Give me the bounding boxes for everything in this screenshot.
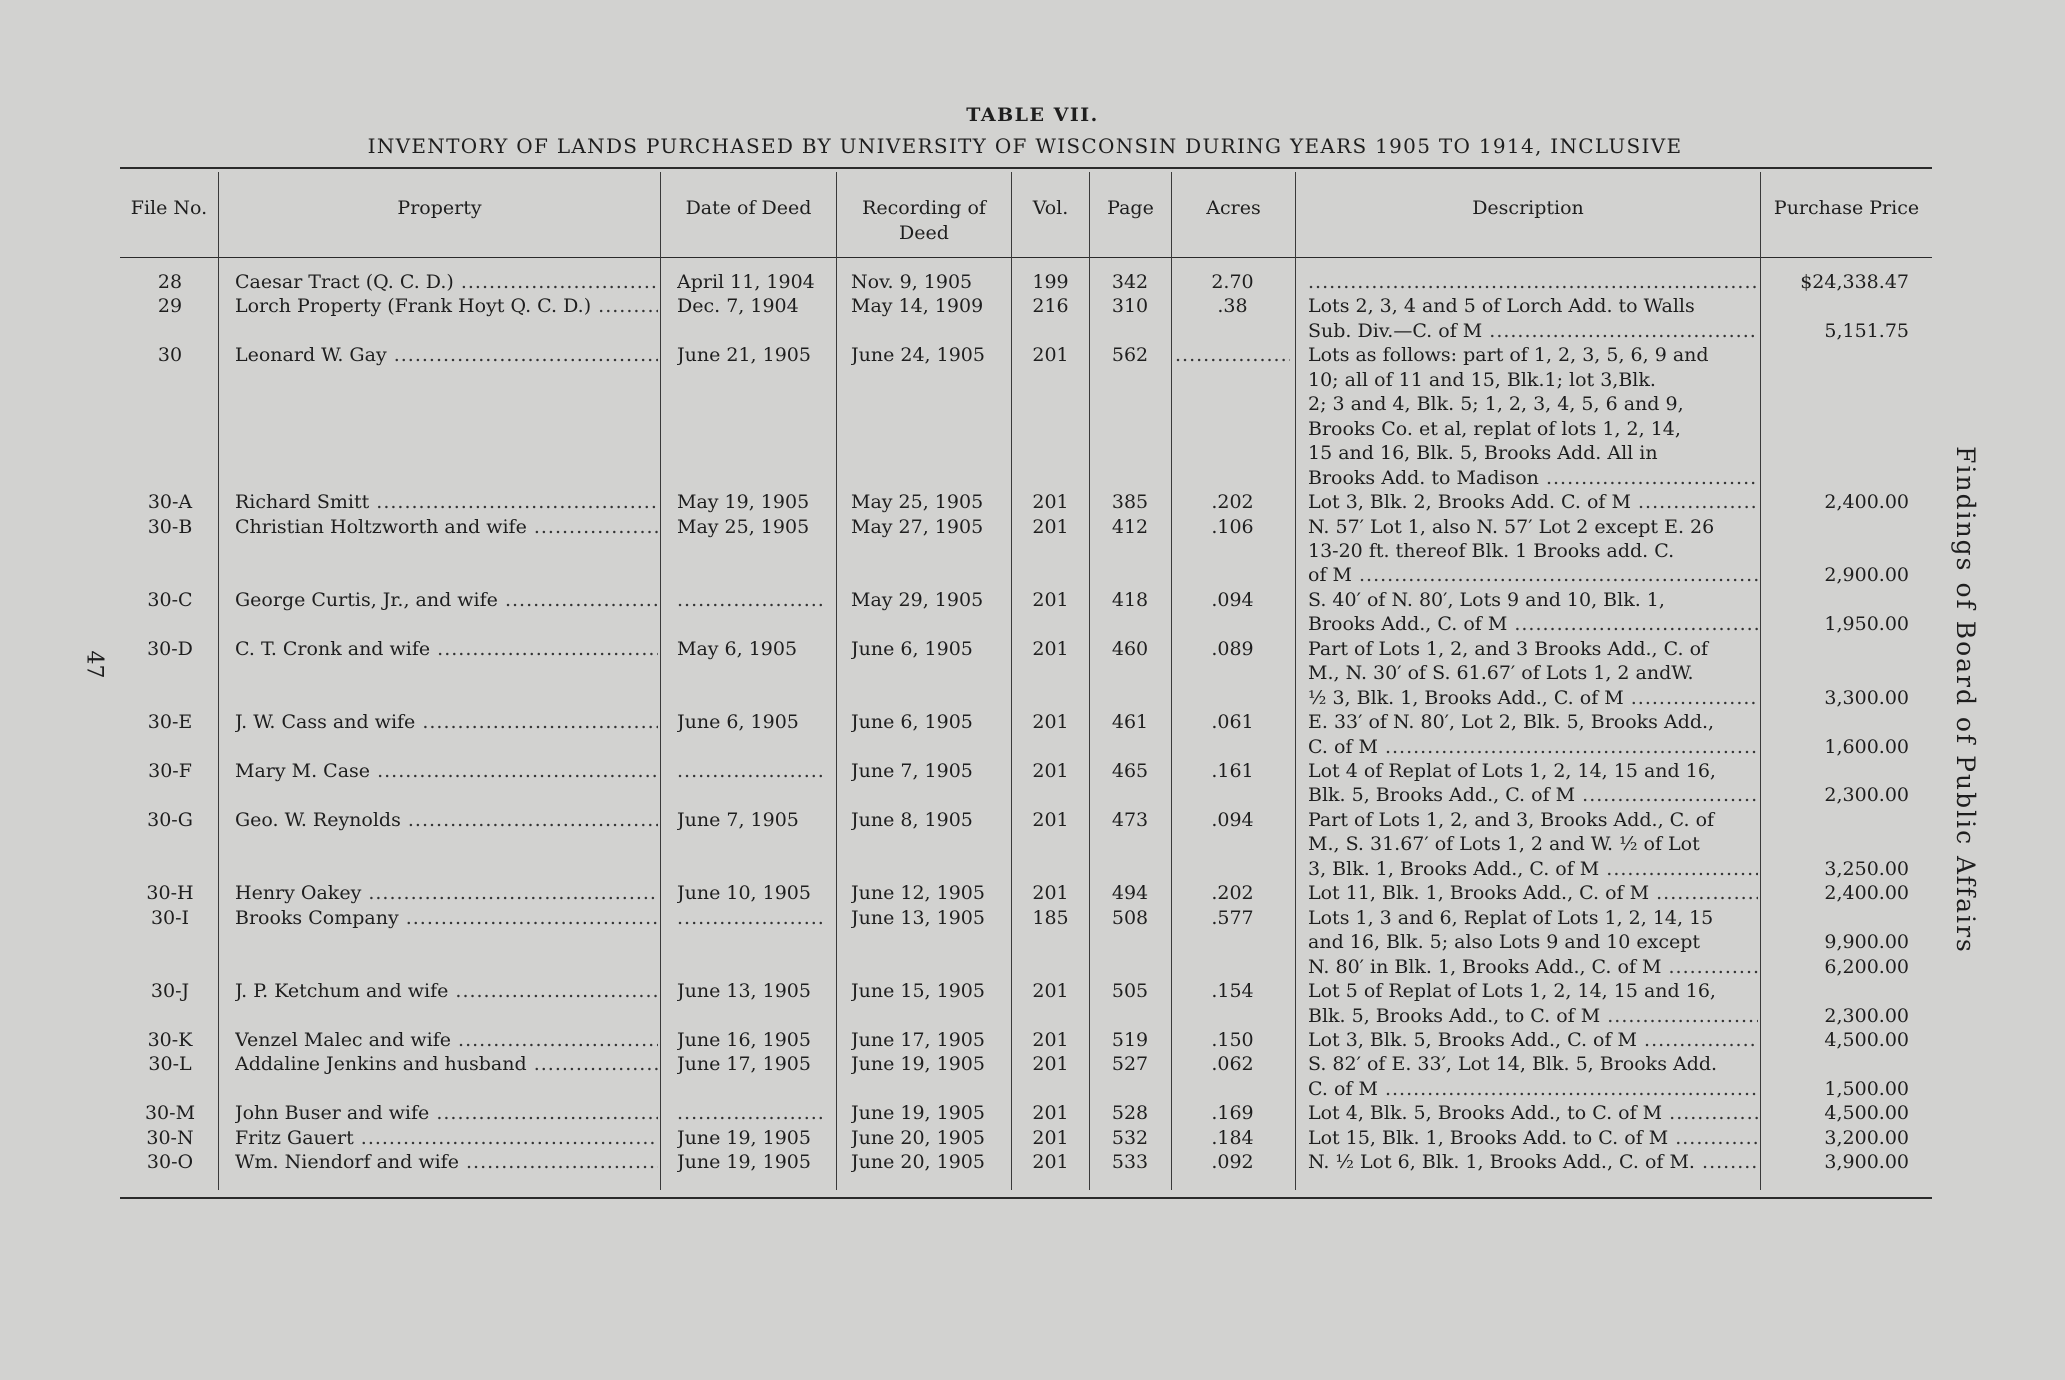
- table-row: [0, 832, 2065, 856]
- purchase-price-cell: 3,200.00: [1824, 1127, 1909, 1149]
- volume-cell: 201: [1032, 711, 1069, 733]
- description-cell: C. of M .....: [1308, 1077, 1758, 1101]
- header-date-of-deed: Date of Deed: [685, 197, 812, 219]
- table-row: [0, 686, 2065, 710]
- file-no-cell: 30-C: [147, 589, 193, 611]
- date-of-deed-cell: June 13, 1905: [677, 980, 811, 1002]
- header-property: Property: [397, 197, 482, 219]
- property-cell: Addaline Jenkins and husband .....: [235, 1052, 658, 1076]
- description-cell: S. 82′ of E. 33′, Lot 14, Blk. 5, Brooks Add.: [1308, 1053, 1718, 1075]
- recording-date-cell: June 20, 1905: [851, 1127, 985, 1149]
- description-cell: ½ 3, Blk. 1, Brooks Add., C. of M .....: [1308, 686, 1758, 710]
- volume-cell: 199: [1032, 271, 1069, 293]
- description-cell: Brooks Co. et al, replat of lots 1, 2, 14,: [1308, 418, 1681, 440]
- file-no-cell: 30-L: [148, 1053, 192, 1075]
- description-cell: Lots as follows: part of 1, 2, 3, 5, 6, 9 and: [1308, 344, 1709, 366]
- table-row: [0, 637, 2065, 661]
- table-row: [0, 1077, 2065, 1101]
- description-cell: Lot 4, Blk. 5, Brooks Add., to C. of M .....: [1308, 1101, 1758, 1125]
- table-row: [0, 661, 2065, 685]
- property-cell: Brooks Company .....: [235, 906, 658, 930]
- description-cell: Lot 3, Blk. 2, Brooks Add. C. of M .....: [1308, 490, 1758, 514]
- recording-date-cell: June 8, 1905: [851, 809, 973, 831]
- header-file-no: File No.: [130, 197, 208, 219]
- property-cell: Wm. Niendorf and wife .....: [235, 1150, 658, 1174]
- description-cell: Lot 3, Blk. 5, Brooks Add., C. of M .....: [1308, 1028, 1758, 1052]
- table-row: [0, 392, 2065, 416]
- page-cell: 505: [1111, 980, 1149, 1002]
- volume-cell: 201: [1032, 809, 1069, 831]
- date-of-deed-cell: May 25, 1905: [677, 516, 810, 538]
- date-of-deed-cell: June 17, 1905: [677, 1053, 811, 1075]
- date-of-deed-cell: June 10, 1905: [677, 882, 811, 904]
- page-cell: 418: [1111, 589, 1149, 611]
- purchase-price-cell: 6,200.00: [1824, 956, 1909, 978]
- volume-cell: 201: [1032, 882, 1069, 904]
- table-row: [0, 417, 2065, 441]
- acres-cell: .577: [1211, 907, 1254, 929]
- recording-date-cell: Nov. 9, 1905: [851, 271, 973, 293]
- page-cell: 412: [1111, 516, 1149, 538]
- file-no-cell: 30-J: [150, 980, 190, 1002]
- date-of-deed-cell: [677, 906, 822, 930]
- date-of-deed-cell: [677, 759, 822, 783]
- file-no-cell: 30-M: [144, 1102, 196, 1124]
- table-row: [0, 343, 2065, 367]
- purchase-price-cell: 2,400.00: [1824, 491, 1909, 513]
- description-cell: of M .....: [1308, 563, 1758, 587]
- property-cell: Leonard W. Gay .....: [235, 343, 658, 367]
- volume-cell: 201: [1032, 760, 1069, 782]
- purchase-price-cell: 2,900.00: [1824, 564, 1909, 586]
- table-row: [0, 1101, 2065, 1125]
- date-of-deed-cell: [677, 1101, 822, 1125]
- acres-cell: .106: [1211, 516, 1254, 538]
- recording-date-cell: May 29, 1905: [851, 589, 984, 611]
- date-of-deed-cell: June 6, 1905: [677, 711, 799, 733]
- header-rule: [120, 257, 1932, 258]
- table-row: [0, 1126, 2065, 1150]
- description-cell: N. ½ Lot 6, Blk. 1, Brooks Add., C. of M. .....: [1308, 1150, 1758, 1174]
- recording-date-cell: May 25, 1905: [851, 491, 984, 513]
- description-cell: [1308, 270, 1758, 294]
- table-title: TABLE VII.: [966, 104, 1099, 126]
- date-of-deed-cell: June 19, 1905: [677, 1127, 811, 1149]
- page-cell: 460: [1111, 638, 1149, 660]
- volume-cell: 201: [1032, 980, 1069, 1002]
- acres-cell: .061: [1211, 711, 1254, 733]
- table-row: [0, 441, 2065, 465]
- property-cell: Caesar Tract (Q. C. D.) .....: [235, 270, 658, 294]
- purchase-price-cell: 2,300.00: [1824, 1005, 1909, 1027]
- page-cell: 342: [1111, 271, 1149, 293]
- page-cell: 310: [1111, 295, 1149, 317]
- table-row: [0, 783, 2065, 807]
- description-cell: Blk. 5, Brooks Add., to C. of M .....: [1308, 1004, 1758, 1028]
- page-number: 47: [81, 650, 107, 679]
- page-cell: 528: [1111, 1102, 1149, 1124]
- description-cell: 13-20 ft. thereof Blk. 1 Brooks add. C.: [1308, 540, 1675, 562]
- volume-cell: 201: [1032, 516, 1069, 538]
- description-cell: 15 and 16, Blk. 5, Brooks Add. All in: [1308, 442, 1658, 464]
- file-no-cell: 29: [157, 295, 183, 317]
- property-cell: Mary M. Case .....: [235, 759, 658, 783]
- file-no-cell: 30-H: [146, 882, 194, 904]
- date-of-deed-cell: June 16, 1905: [677, 1029, 811, 1051]
- volume-cell: 216: [1032, 295, 1069, 317]
- file-no-cell: 30-E: [147, 711, 193, 733]
- acres-cell: .094: [1211, 589, 1254, 611]
- acres-cell: .202: [1211, 882, 1254, 904]
- property-cell: George Curtis, Jr., and wife .....: [235, 588, 658, 612]
- page-cell: 519: [1111, 1029, 1149, 1051]
- description-cell: C. of M .....: [1308, 735, 1758, 759]
- date-of-deed-cell: June 21, 1905: [677, 344, 811, 366]
- recording-date-cell: June 13, 1905: [851, 907, 985, 929]
- date-of-deed-cell: Dec. 7, 1904: [677, 295, 799, 317]
- property-cell: J. W. Cass and wife .....: [235, 710, 658, 734]
- file-no-cell: 30-G: [147, 809, 193, 831]
- bottom-rule: [120, 1197, 1932, 1199]
- recording-date-cell: June 19, 1905: [851, 1102, 985, 1124]
- volume-cell: 201: [1032, 344, 1069, 366]
- recording-date-cell: June 6, 1905: [851, 638, 973, 660]
- file-no-cell: 30-N: [146, 1127, 194, 1149]
- header-recording-line-1: Recording of: [862, 197, 986, 219]
- table-row: [0, 515, 2065, 539]
- page-cell: 527: [1111, 1053, 1149, 1075]
- purchase-price-cell: 5,151.75: [1824, 320, 1909, 342]
- file-no-cell: 30-B: [147, 516, 193, 538]
- table-row: [0, 857, 2065, 881]
- recording-date-cell: June 19, 1905: [851, 1053, 985, 1075]
- file-no-cell: 30: [157, 344, 183, 366]
- date-of-deed-cell: May 6, 1905: [677, 638, 798, 660]
- property-cell: Christian Holtzworth and wife .....: [235, 515, 658, 539]
- file-no-cell: 30-A: [147, 491, 193, 513]
- description-cell: Lot 4 of Replat of Lots 1, 2, 14, 15 and 16,: [1308, 760, 1716, 782]
- description-cell: M., S. 31.67′ of Lots 1, 2 and W. ½ of Lot: [1308, 833, 1700, 855]
- header-recording-of-deed: [837, 196, 1011, 246]
- table-row: [0, 1004, 2065, 1028]
- table-row: [0, 955, 2065, 979]
- description-cell: Lot 15, Blk. 1, Brooks Add. to C. of M .....: [1308, 1126, 1758, 1150]
- file-no-cell: 30-K: [147, 1029, 193, 1051]
- date-of-deed-cell: June 19, 1905: [677, 1151, 811, 1173]
- table-row: [0, 881, 2065, 905]
- table-row: [0, 1150, 2065, 1174]
- file-no-cell: 28: [157, 271, 183, 293]
- acres-cell: .154: [1211, 980, 1254, 1002]
- description-cell: 3, Blk. 1, Brooks Add., C. of M .....: [1308, 857, 1758, 881]
- volume-cell: 201: [1032, 589, 1069, 611]
- volume-cell: 201: [1032, 1053, 1069, 1075]
- table-row: [0, 1052, 2065, 1076]
- file-no-cell: 30-F: [148, 760, 192, 782]
- date-of-deed-cell: April 11, 1904: [677, 271, 815, 293]
- table-subtitle: INVENTORY OF LANDS PURCHASED BY UNIVERSITY OF WISCONSIN DURING YEARS 1905 TO 1914, INCLUSIVE: [367, 134, 1683, 158]
- table-row: [0, 710, 2065, 734]
- page-cell: 562: [1111, 344, 1149, 366]
- acres-cell: .092: [1211, 1151, 1254, 1173]
- property-cell: J. P. Ketchum and wife .....: [235, 979, 658, 1003]
- property-cell: Lorch Property (Frank Hoyt Q. C. D.) .....: [235, 294, 658, 318]
- recording-date-cell: June 6, 1905: [851, 711, 973, 733]
- recording-date-cell: June 12, 1905: [851, 882, 985, 904]
- description-cell: N. 80′ in Blk. 1, Brooks Add., C. of M .....: [1308, 955, 1758, 979]
- property-cell: Fritz Gauert .....: [235, 1126, 658, 1150]
- volume-cell: 201: [1032, 1102, 1069, 1124]
- description-cell: S. 40′ of N. 80′, Lots 9 and 10, Blk. 1,: [1308, 589, 1665, 611]
- recording-date-cell: June 7, 1905: [851, 760, 973, 782]
- table-row: [0, 368, 2065, 392]
- acres-cell: 2.70: [1211, 271, 1254, 293]
- property-cell: Henry Oakey .....: [235, 881, 658, 905]
- table-row: [0, 466, 2065, 490]
- acres-cell: .184: [1211, 1127, 1254, 1149]
- purchase-price-cell: 3,250.00: [1824, 858, 1909, 880]
- table-row: [0, 1028, 2065, 1052]
- recording-date-cell: May 14, 1909: [851, 295, 984, 317]
- page-cell: 465: [1111, 760, 1149, 782]
- table-row: [0, 808, 2065, 832]
- description-cell: and 16, Blk. 5; also Lots 9 and 10 except: [1308, 931, 1701, 953]
- header-page: Page: [1107, 197, 1154, 219]
- volume-cell: 201: [1032, 1029, 1069, 1051]
- recording-date-cell: June 15, 1905: [851, 980, 985, 1002]
- property-cell: Geo. W. Reynolds .....: [235, 808, 658, 832]
- description-cell: M., N. 30′ of S. 61.67′ of Lots 1, 2 andW.: [1308, 662, 1694, 684]
- acres-cell: [1175, 343, 1290, 367]
- purchase-price-cell: 2,300.00: [1824, 784, 1909, 806]
- property-cell: C. T. Cronk and wife .....: [235, 637, 658, 661]
- volume-cell: 201: [1032, 1127, 1069, 1149]
- description-cell: 10; all of 11 and 15, Blk.1; lot 3,Blk.: [1308, 369, 1656, 391]
- table-row: [0, 979, 2065, 1003]
- page-cell: 461: [1111, 711, 1149, 733]
- recording-date-cell: June 20, 1905: [851, 1151, 985, 1173]
- recording-date-cell: June 24, 1905: [851, 344, 985, 366]
- header-description: Description: [1472, 197, 1584, 219]
- property-cell: Richard Smitt .....: [235, 490, 658, 514]
- page-cell: 494: [1111, 882, 1149, 904]
- table-row: [0, 270, 2065, 294]
- purchase-price-cell: 3,900.00: [1824, 1151, 1909, 1173]
- date-of-deed-cell: June 7, 1905: [677, 809, 799, 831]
- table-row: [0, 930, 2065, 954]
- side-caption: Findings of Board of Public Affairs: [1951, 446, 1980, 954]
- date-of-deed-cell: [677, 588, 822, 612]
- page-cell: 533: [1111, 1151, 1149, 1173]
- volume-cell: 185: [1032, 907, 1069, 929]
- description-cell: Part of Lots 1, 2, and 3, Brooks Add., C. of: [1308, 809, 1715, 831]
- acres-cell: .202: [1211, 491, 1254, 513]
- acres-cell: .150: [1211, 1029, 1254, 1051]
- top-rule: [120, 167, 1932, 169]
- file-no-cell: 30-I: [150, 907, 190, 929]
- purchase-price-cell: 9,900.00: [1824, 931, 1909, 953]
- table-row: [0, 319, 2065, 343]
- description-cell: Brooks Add. to Madison .....: [1308, 466, 1758, 490]
- description-cell: E. 33′ of N. 80′, Lot 2, Blk. 5, Brooks Add.,: [1308, 711, 1715, 733]
- page-cell: 473: [1111, 809, 1149, 831]
- acres-cell: .38: [1217, 295, 1248, 317]
- description-cell: Blk. 5, Brooks Add., C. of M .....: [1308, 783, 1758, 807]
- purchase-price-cell: 4,500.00: [1824, 1102, 1909, 1124]
- file-no-cell: 30-O: [146, 1151, 194, 1173]
- purchase-price-cell: 1,950.00: [1824, 613, 1909, 635]
- property-cell: Venzel Malec and wife .....: [235, 1028, 658, 1052]
- purchase-price-cell: 2,400.00: [1824, 882, 1909, 904]
- table-row: [0, 490, 2065, 514]
- table-row: [0, 612, 2065, 636]
- table-row: [0, 735, 2065, 759]
- table-row: [0, 906, 2065, 930]
- description-cell: Lot 5 of Replat of Lots 1, 2, 14, 15 and 16,: [1308, 980, 1716, 1002]
- table-row: [0, 294, 2065, 318]
- purchase-price-cell: 1,600.00: [1824, 736, 1909, 758]
- description-cell: Lot 11, Blk. 1, Brooks Add., C. of M .....: [1308, 881, 1758, 905]
- table-row: [0, 588, 2065, 612]
- property-cell: John Buser and wife .....: [235, 1101, 658, 1125]
- volume-cell: 201: [1032, 638, 1069, 660]
- table-row: [0, 563, 2065, 587]
- volume-cell: 201: [1032, 491, 1069, 513]
- table-row: [0, 759, 2065, 783]
- page-cell: 532: [1111, 1127, 1149, 1149]
- description-cell: N. 57′ Lot 1, also N. 57′ Lot 2 except E. 26: [1308, 516, 1715, 538]
- description-cell: Sub. Div.—C. of M .....: [1308, 319, 1758, 343]
- description-cell: Lots 2, 3, 4 and 5 of Lorch Add. to Walls: [1308, 295, 1695, 317]
- purchase-price-cell: $24,338.47: [1800, 271, 1909, 293]
- header-recording-line-2: Deed: [899, 222, 949, 244]
- file-no-cell: 30-D: [147, 638, 193, 660]
- description-cell: Brooks Add., C. of M .....: [1308, 612, 1758, 636]
- header-vol: Vol.: [1032, 197, 1069, 219]
- date-of-deed-cell: May 19, 1905: [677, 491, 810, 513]
- acres-cell: .062: [1211, 1053, 1254, 1075]
- recording-date-cell: June 17, 1905: [851, 1029, 985, 1051]
- page-cell: 385: [1111, 491, 1149, 513]
- purchase-price-cell: 4,500.00: [1824, 1029, 1909, 1051]
- description-cell: 2; 3 and 4, Blk. 5; 1, 2, 3, 4, 5, 6 and 9,: [1308, 393, 1684, 415]
- table-row: [0, 539, 2065, 563]
- acres-cell: .161: [1211, 760, 1254, 782]
- page-cell: 508: [1111, 907, 1149, 929]
- header-purchase-price: Purchase Price: [1773, 197, 1920, 219]
- description-cell: Lots 1, 3 and 6, Replat of Lots 1, 2, 14, 15: [1308, 907, 1714, 929]
- purchase-price-cell: 1,500.00: [1824, 1078, 1909, 1100]
- acres-cell: .089: [1211, 638, 1254, 660]
- acres-cell: .169: [1211, 1102, 1254, 1124]
- acres-cell: .094: [1211, 809, 1254, 831]
- description-cell: Part of Lots 1, 2, and 3 Brooks Add., C. of: [1308, 638, 1709, 660]
- purchase-price-cell: 3,300.00: [1824, 687, 1909, 709]
- recording-date-cell: May 27, 1905: [851, 516, 984, 538]
- header-acres: Acres: [1206, 197, 1261, 219]
- volume-cell: 201: [1032, 1151, 1069, 1173]
